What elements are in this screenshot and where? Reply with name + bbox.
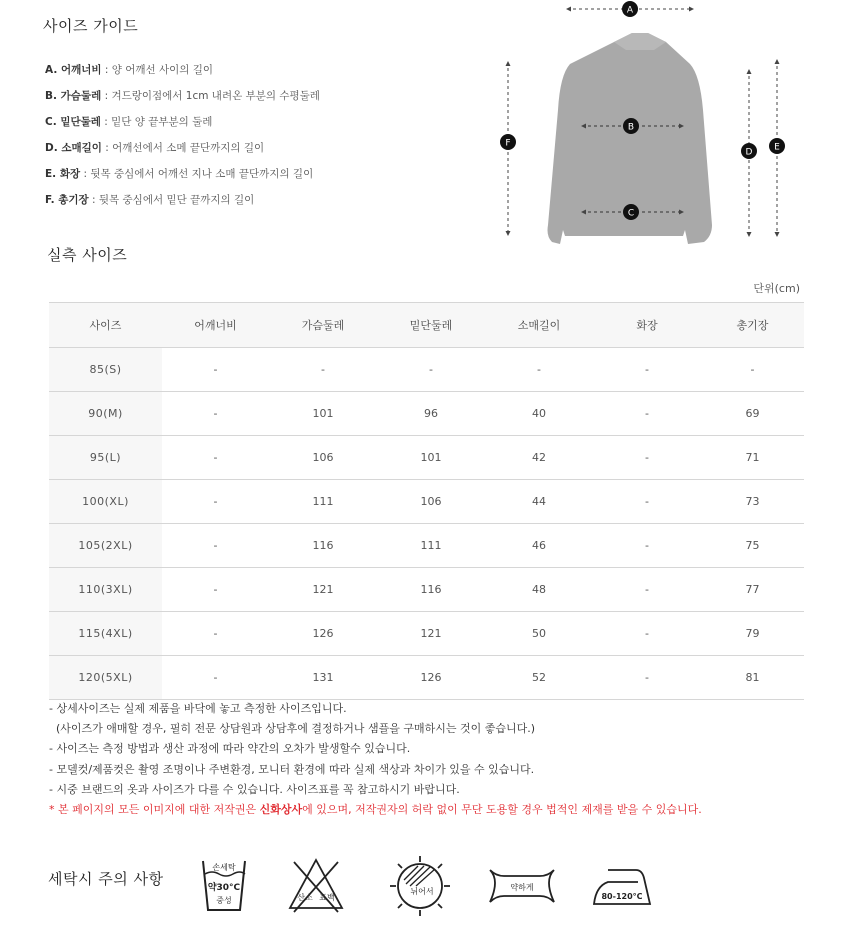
table-cell: 46 [485,524,593,568]
guide-item-hwajang [45,164,320,190]
copyright-pre: * 본 페이지의 모든 이미지에 대한 저작권은 [49,803,260,817]
table-cell: 75 [701,524,804,568]
table-cell: 126 [269,612,377,656]
table-cell: - [162,656,269,700]
table-cell: 77 [701,568,804,612]
marker-f [500,134,516,150]
table-cell: 71 [701,436,804,480]
table-cell: 69 [701,392,804,436]
lay-flat-dry-icon [388,854,452,918]
table-cell: 106 [269,436,377,480]
table-cell: - [162,480,269,524]
guide-item-length [45,190,320,216]
table-cell: - [162,436,269,480]
gentle-wring-icon [486,866,558,906]
table-cell: - [162,612,269,656]
header-hwajang: 화장 [593,303,701,348]
table-row [49,392,804,436]
header-shoulder: 어깨너비 [162,303,269,348]
wring-label: 약하게 [510,883,534,892]
note-line: - 상세사이즈는 실제 제품을 바닥에 놓고 측정한 사이즈입니다. [49,702,347,715]
copyright-notice [49,800,702,820]
table-cell: - [593,480,701,524]
marker-e-label: E [774,142,780,153]
note-line: - 사이즈는 측정 방법과 생산 과정에 따라 약간의 오차가 발생할수 있습니다. [49,742,411,756]
table-row [49,524,804,568]
header-sleeve: 소매길이 [485,303,593,348]
notes-block [49,699,702,820]
marker-a [622,1,638,17]
note-line: (사이즈가 애매할 경우, 필히 전문 상담원과 상담후에 결정하거나 샘플을 구매하시는 것이 좋습니다.) [49,722,536,736]
copyright-post: 에 있으며, 저작권자의 허락 없이 무단 도용할 경우 법적인 제재를 받을 수 있습니다. [302,803,702,817]
marker-b [623,118,639,134]
no-bleach-right-label: 표백 [319,893,335,902]
table-cell: 120(5XL) [49,656,162,700]
table-cell: 48 [485,568,593,612]
guide-item-key: B. 가슴둘레 [45,90,102,102]
table-cell: - [269,348,377,392]
guide-item-key: F. 총기장 [45,194,89,206]
table-cell: - [593,392,701,436]
table-row [49,656,804,700]
table-cell: 85(S) [49,348,162,392]
header-hem: 밑단둘레 [377,303,485,348]
table-cell: 110(3XL) [49,568,162,612]
table-cell: 106 [377,480,485,524]
guide-item-desc: : 겨드랑이점에서 1cm 내려온 부분의 수평둘레 [101,90,320,102]
table-cell: 111 [269,480,377,524]
copyright-brand: 신화상사 [259,803,303,817]
note-line: - 모델컷/제품컷은 촬영 조명이나 주변환경, 모니터 환경에 따라 실제 색상과 차이가 있을 수 있습니다. [49,762,535,776]
header-size: 사이즈 [49,303,162,348]
table-cell: - [162,524,269,568]
marker-c [623,204,639,220]
unit-label: 단위(cm) [753,282,800,295]
table-cell: - [593,436,701,480]
table-cell: 116 [269,524,377,568]
table-cell: - [162,568,269,612]
marker-d-label: D [745,147,753,158]
size-guide-title: 사이즈 가이드 [43,17,139,35]
guide-item-key: D. 소매길이 [45,142,102,154]
dry-label: 뉘어서 [410,887,434,896]
table-cell: - [485,348,593,392]
guide-item-hem [45,112,320,138]
marker-c-label: C [627,208,635,219]
table-header-row [49,303,804,348]
hand-wash-top-label: 손세탁 [212,863,236,872]
table-cell: 121 [377,612,485,656]
table-cell: 96 [377,392,485,436]
iron-temp-label: 80-120°C [601,892,643,901]
table-cell: 79 [701,612,804,656]
guide-item-sleeve [45,138,320,164]
table-cell: - [593,348,701,392]
no-bleach-left-label: 산소 [297,893,313,902]
table-cell: 95(L) [49,436,162,480]
guide-item-desc: : 밑단 양 끝부분의 둘레 [100,116,213,128]
no-bleach-icon [286,856,346,914]
table-row [49,568,804,612]
guide-item-key: E. 화장 [45,168,81,180]
table-cell: - [593,656,701,700]
table-cell: 50 [485,612,593,656]
jacket-measurement-diagram [490,0,790,250]
care-title: 세탁시 주의 사항 [48,870,164,888]
table-cell: - [162,392,269,436]
table-row [49,612,804,656]
guide-item-desc: : 뒷목 중심에서 어깨선 지나 소매 끝단까지의 길이 [80,168,314,180]
hand-wash-temp-label: 약30°C [207,883,241,893]
table-cell: 52 [485,656,593,700]
table-cell: 81 [701,656,804,700]
table-cell: 121 [269,568,377,612]
table-cell: 40 [485,392,593,436]
size-guide-list [45,60,320,216]
guide-item-desc: : 양 어깨선 사이의 길이 [101,64,214,76]
iron-icon [590,864,652,910]
table-cell: 101 [269,392,377,436]
table-row [49,480,804,524]
guide-item-desc: : 뒷목 중심에서 밑단 끝까지의 길이 [88,194,255,206]
marker-a-label: A [626,5,634,16]
table-cell: 126 [377,656,485,700]
table-cell: - [377,348,485,392]
marker-b-label: B [627,122,635,133]
table-row [49,348,804,392]
header-chest: 가슴둘레 [269,303,377,348]
table-cell: 42 [485,436,593,480]
table-cell: 44 [485,480,593,524]
table-cell: 111 [377,524,485,568]
guide-item-shoulder [45,60,320,86]
hand-wash-icon [200,858,248,914]
table-cell: 116 [377,568,485,612]
note-line: - 시중 브랜드의 옷과 사이즈가 다를 수 있습니다. 사이즈표를 꼭 참고하시기 바랍니다. [49,782,460,796]
table-cell: 115(4XL) [49,612,162,656]
marker-f-label: F [505,138,511,149]
marker-e [769,138,785,154]
size-table-title: 실측 사이즈 [47,246,128,264]
table-cell: 101 [377,436,485,480]
table-cell: - [593,568,701,612]
guide-item-key: A. 어깨너비 [45,64,102,76]
table-cell: 131 [269,656,377,700]
table-cell: 100(XL) [49,480,162,524]
guide-item-chest [45,86,320,112]
table-cell: - [593,524,701,568]
table-cell: - [593,612,701,656]
table-cell: - [701,348,804,392]
marker-d [741,143,757,159]
table-cell: - [162,348,269,392]
table-cell: 105(2XL) [49,524,162,568]
guide-item-desc: : 어깨선에서 소메 끝단까지의 길이 [101,142,265,154]
guide-item-key: C. 밑단둘레 [45,116,101,128]
table-cell: 90(M) [49,392,162,436]
hand-wash-bottom-label: 중성 [216,896,232,905]
table-cell: 73 [701,480,804,524]
size-table [49,302,804,700]
header-total-length: 총기장 [701,303,804,348]
table-row [49,436,804,480]
